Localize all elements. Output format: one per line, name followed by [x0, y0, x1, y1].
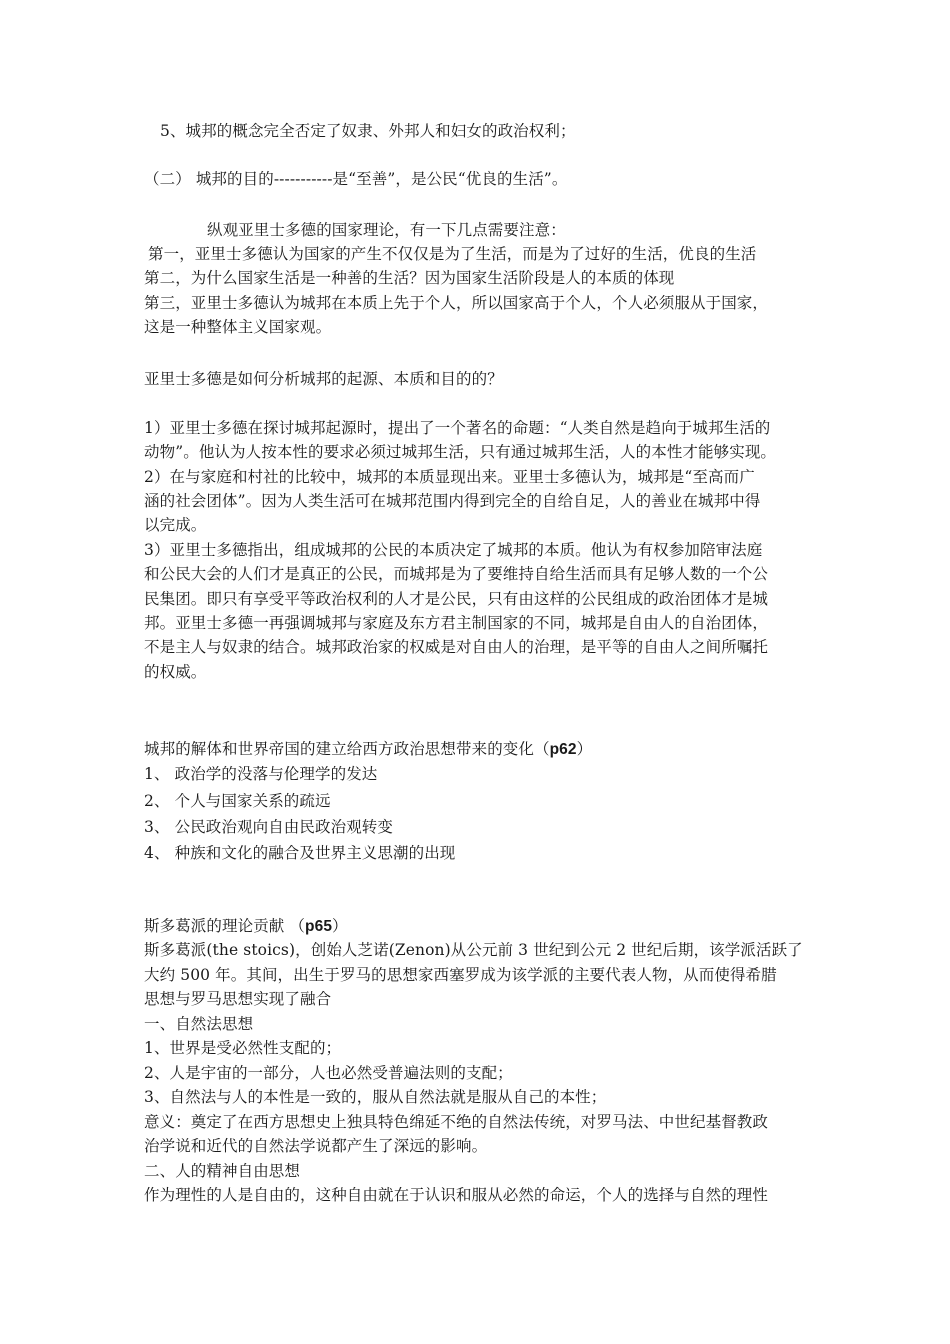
- empire-item-2: 2、 个人与国家关系的疏远: [144, 792, 331, 810]
- answer-1-line-1: 1）亚里士多德在探讨城邦起源时，提出了一个著名的命题：“人类自然是趋向于城邦生活的: [144, 419, 771, 437]
- empire-heading-text: 城邦的解体和世界帝国的建立给西方政治思想带来的变化（: [144, 740, 550, 758]
- empire-heading: [144, 737, 592, 762]
- empire-heading-close: ）: [576, 740, 593, 758]
- stoic-line-3: 思想与罗马思想实现了融合: [144, 990, 332, 1008]
- empire-page-ref: p62: [549, 741, 577, 758]
- answer-3-line-6: 的权威。: [144, 663, 207, 681]
- empire-item-3: 3、 公民政治观向自由民政治观转变: [144, 818, 393, 836]
- point-3-line-2: 这是一种整体主义国家观。: [144, 318, 332, 336]
- freedom-line-1: 作为理性的人是自由的，这种自由就在于认识和服从必然的命运，个人的选择与自然的理性: [144, 1186, 769, 1204]
- answer-3-line-1: 3）亚里士多德指出，组成城邦的公民的本质决定了城邦的本质。他认为有权参加陪审法庭: [144, 541, 763, 559]
- answer-2-line-3: 以完成。: [144, 516, 207, 534]
- stoic-heading-close: ）: [332, 917, 348, 935]
- answer-3-line-5: 不是主人与奴隶的结合。城邦政治家的权威是对自由人的治理，是平等的自由人之间所嘱托: [144, 638, 769, 656]
- answer-1-line-2: 动物”。他认为人按本性的要求必须过城邦生活，只有通过城邦生活，人的本性才能够实现。: [144, 443, 777, 461]
- stoic-heading-text: 斯多葛派的理论贡献 （: [144, 917, 306, 935]
- stoic-page-ref: p65: [305, 918, 333, 935]
- natural-law-2: 2、人是宇宙的一部分，人也必然受普遍法则的支配；: [144, 1064, 513, 1082]
- answer-2-line-1: 2）在与家庭和村社的比较中，城邦的本质显现出来。亚里士多德认为，城邦是“至高而广: [144, 468, 755, 486]
- point-1: 第一，亚里士多德认为国家的产生不仅仅是为了生活，而是为了过好的生活，优良的生活: [148, 245, 757, 263]
- answer-3-line-4: 邦。亚里士多德一再强调城邦与家庭及东方君主制国家的不同，城邦是自由人的自治团体，: [144, 614, 769, 632]
- natural-law-heading: 一、自然法思想: [144, 1015, 254, 1033]
- stoic-line-1: 斯多葛派(the stoics)，创始人芝诺(Zenon)从公元前 3 世纪到公元 2 世纪后期，该学派活跃了: [144, 941, 803, 959]
- natural-law-1: 1、世界是受必然性支配的；: [144, 1039, 342, 1057]
- stoic-heading: [144, 914, 348, 939]
- empire-item-4: 4、 种族和文化的融合及世界主义思潮的出现: [144, 844, 456, 862]
- answer-3-line-3: 民集团。即只有享受平等政治权利的人才是公民，只有由这样的公民组成的政治团体才是城: [144, 590, 769, 608]
- meaning-line-1: 意义：奠定了在西方思想史上独具特色绵延不绝的自然法传统，对罗马法、中世纪基督教政: [144, 1113, 769, 1131]
- item-5: 5、城邦的概念完全否定了奴隶、外邦人和妇女的政治权利；: [160, 122, 576, 140]
- section-2-heading: （二） 城邦的目的-----------是“至善”，是公民“优良的生活”。: [144, 170, 568, 188]
- stoic-line-2: 大约 500 年。其间，出生于罗马的思想家西塞罗成为该学派的主要代表人物，从而使得希腊: [144, 966, 777, 984]
- answer-3-line-2: 和公民大会的人们才是真正的公民，而城邦是为了要维持自给生活而具有足够人数的一个公: [144, 565, 769, 583]
- natural-law-3: 3、自然法与人的本性是一致的，服从自然法就是服从自己的本性；: [144, 1088, 607, 1106]
- answer-2-line-2: 涵的社会团体”。因为人类生活可在城邦范围内得到完全的自给自足，人的善业在城邦中得: [144, 492, 761, 510]
- question-heading: 亚里士多德是如何分析城邦的起源、本质和目的的？: [144, 370, 503, 388]
- point-3-line-1: 第三，亚里士多德认为城邦在本质上先于个人，所以国家高于个人，个人必须服从于国家，: [144, 294, 769, 312]
- empire-item-1: 1、 政治学的没落与伦理学的发达: [144, 765, 378, 783]
- overview-intro: 纵观亚里士多德的国家理论，有一下几点需要注意：: [207, 221, 566, 239]
- meaning-line-2: 治学说和近代的自然法学说都产生了深远的影响。: [144, 1137, 488, 1155]
- point-2: 第二，为什么国家生活是一种善的生活？因为国家生活阶段是人的本质的体现: [144, 269, 675, 287]
- freedom-heading: 二、人的精神自由思想: [144, 1162, 301, 1180]
